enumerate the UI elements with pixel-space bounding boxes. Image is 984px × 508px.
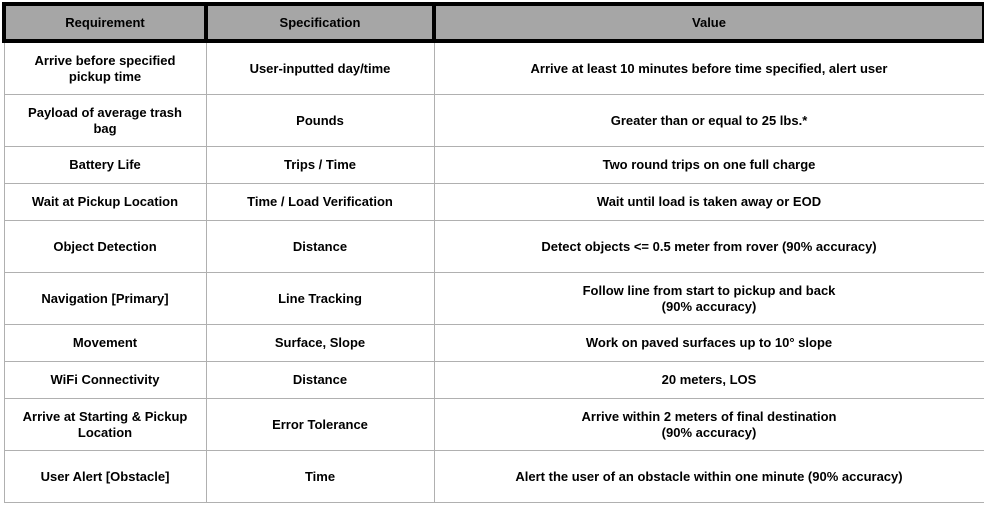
table-row: [4, 451, 984, 503]
requirements-table: [2, 2, 984, 503]
cell-specification: Distance: [206, 362, 434, 399]
cell-requirement: Object Detection: [4, 221, 206, 273]
cell-value: Follow line from start to pickup and back (90% accuracy): [434, 273, 984, 325]
cell-requirement: Battery Life: [4, 147, 206, 184]
table-row: [4, 221, 984, 273]
cell-value: Alert the user of an obstacle within one minute (90% accuracy): [434, 451, 984, 503]
header-row: [4, 4, 984, 41]
table-row: [4, 184, 984, 221]
cell-specification: Time: [206, 451, 434, 503]
cell-requirement: Navigation [Primary]: [4, 273, 206, 325]
cell-specification: Error Tolerance: [206, 399, 434, 451]
cell-requirement: Arrive at Starting & Pickup Location: [4, 399, 206, 451]
table-row: [4, 399, 984, 451]
cell-specification: User-inputted day/time: [206, 41, 434, 95]
cell-value: Work on paved surfaces up to 10° slope: [434, 325, 984, 362]
cell-value: 20 meters, LOS: [434, 362, 984, 399]
table-row: [4, 41, 984, 95]
table-body: [4, 41, 984, 503]
cell-value: Two round trips on one full charge: [434, 147, 984, 184]
table-row: [4, 325, 984, 362]
cell-requirement: WiFi Connectivity: [4, 362, 206, 399]
table-row: [4, 95, 984, 147]
header-value: Value: [434, 4, 984, 41]
table-row: [4, 273, 984, 325]
header-specification: Specification: [206, 4, 434, 41]
header-requirement: Requirement: [4, 4, 206, 41]
cell-value: Greater than or equal to 25 lbs.*: [434, 95, 984, 147]
cell-specification: Surface, Slope: [206, 325, 434, 362]
cell-specification: Line Tracking: [206, 273, 434, 325]
cell-requirement: Arrive before specified pickup time: [4, 41, 206, 95]
cell-value: Wait until load is taken away or EOD: [434, 184, 984, 221]
cell-value: Arrive within 2 meters of final destination (90% accuracy): [434, 399, 984, 451]
cell-requirement: Payload of average trash bag: [4, 95, 206, 147]
cell-requirement: Movement: [4, 325, 206, 362]
table-row: [4, 362, 984, 399]
cell-value: Arrive at least 10 minutes before time specified, alert user: [434, 41, 984, 95]
cell-specification: Pounds: [206, 95, 434, 147]
table-header: [4, 4, 984, 41]
cell-requirement: User Alert [Obstacle]: [4, 451, 206, 503]
cell-specification: Trips / Time: [206, 147, 434, 184]
cell-specification: Distance: [206, 221, 434, 273]
cell-specification: Time / Load Verification: [206, 184, 434, 221]
cell-requirement: Wait at Pickup Location: [4, 184, 206, 221]
table-row: [4, 147, 984, 184]
cell-value: Detect objects <= 0.5 meter from rover (90% accuracy): [434, 221, 984, 273]
